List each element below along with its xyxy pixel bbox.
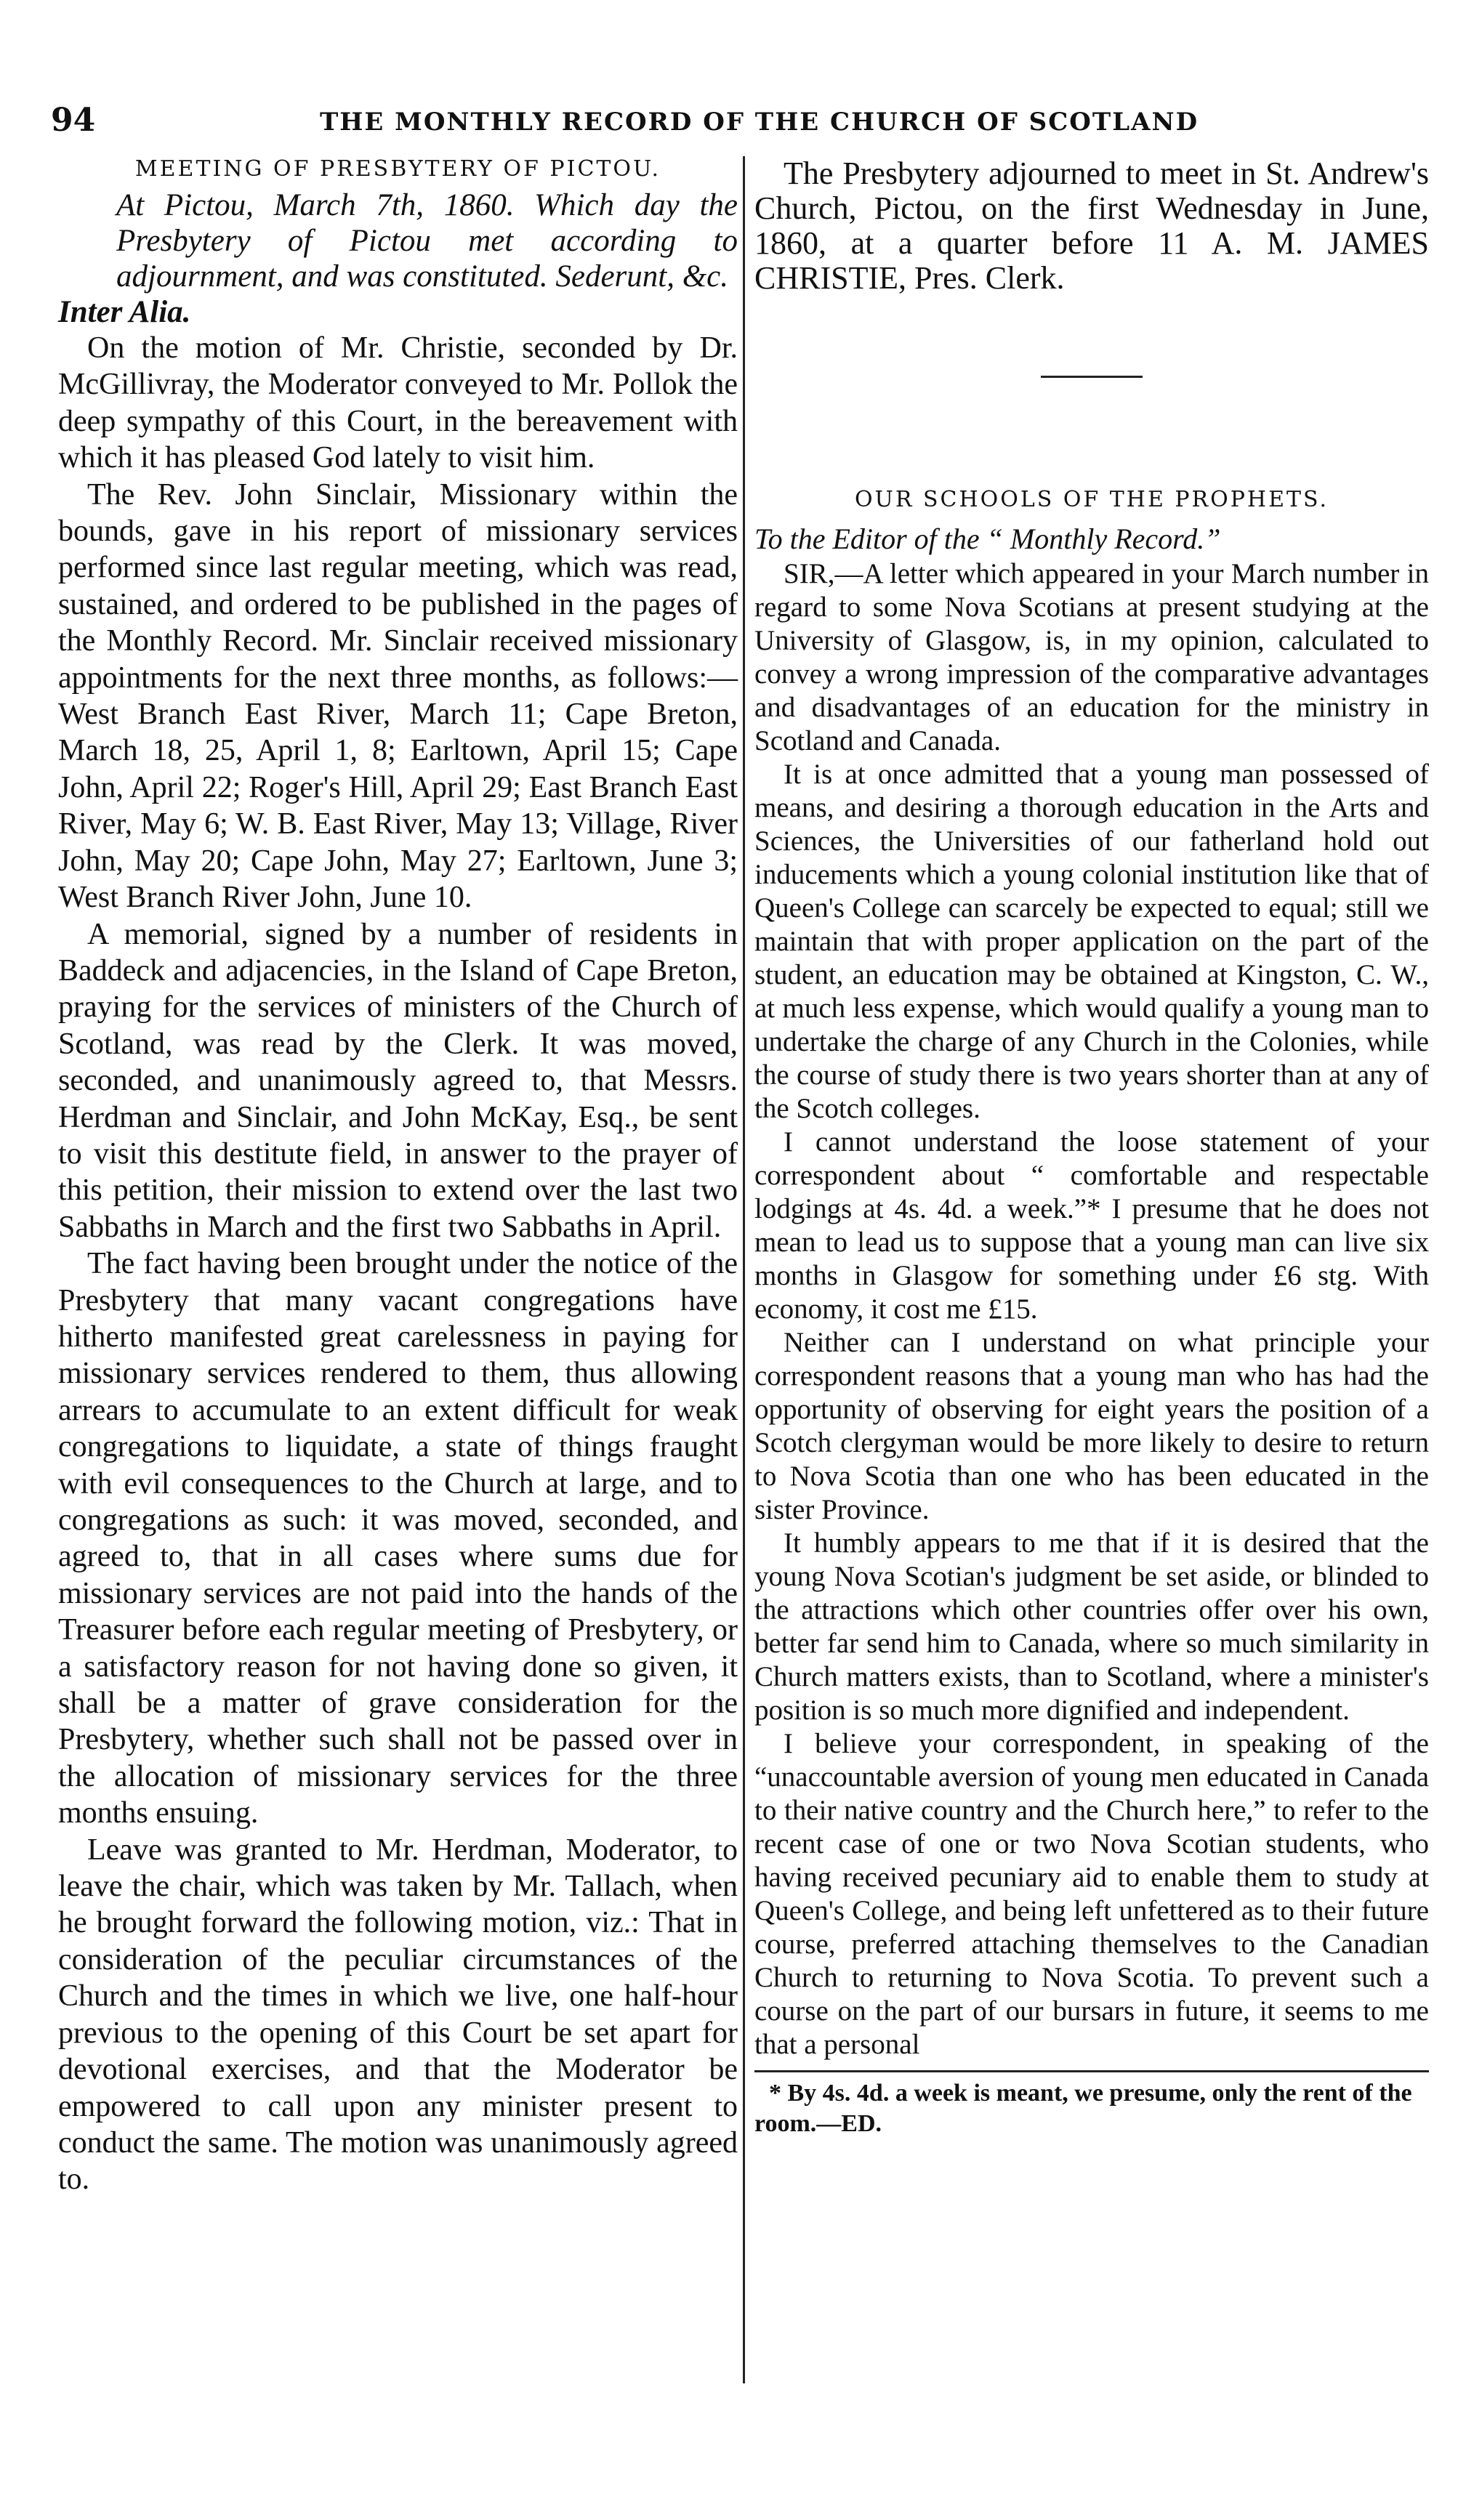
inter-alia: Inter Alia.: [58, 295, 191, 329]
right-column: [754, 156, 1429, 2139]
letter-heading: OUR SCHOOLS OF THE PROPHETS.: [854, 487, 1329, 512]
paragraph: It is at once admitted that a young man possessed of means, and desiring a thorough education in the Arts and Sciences, the Universities of our fatherland hold out inducements which a young colonial institution like that of Queen's College can scarcely be expected to equal; still we maintain that with proper application on the part of the student, an education may be obtained at Kingston, C. W., at much less expense, which would qualify a young man to undertake the charge of any Church in the Colonies, while the course of study there is two years shorter than at any of the Scotch colleges.: [754, 759, 1429, 1124]
section-divider: [1041, 376, 1143, 378]
footnote: * By 4s. 4d. a week is meant, we presume, only the rent of the room.—ED.: [754, 2080, 1412, 2137]
paragraph: Neither can I understand on what principle your correspondent reasons that a young man who has had the opportunity of observing for eight years the position of a Scotch clergyman would be more likely to desire to return to Nova Scotia than one who has been educated in the sister Province.: [754, 1327, 1429, 1525]
paragraph: I cannot understand the loose statement of your correspondent about “ comfortable and respectable lodgings at 4s. 4d. a week.”* I presume that he does not mean to lead us to suppose that a young man can live six months in Glasgow for something under £6 stg. With economy, it cost me £15.: [754, 1126, 1429, 1325]
running-head: [51, 102, 1432, 145]
paragraph: The Rev. John Sinclair, Missionary within the bounds, gave in his report of missionary services performed since last regular meeting, which was read, sustained, and ordered to be published in the pages of the Monthly Record. Mr. Sinclair received missionary appointments for the next three months, as follows:—West Branch East River, March 11; Cape Breton, March 18, 25, April 1, 8; Earltown, April 15; Cape John, April 22; Roger's Hill, April 29; East Branch East River, May 6; W. B. East River, May 13; Village, River John, May 20; Cape John, May 27; Earltown, June 3; West Branch River John, June 10.: [58, 477, 738, 915]
minute-line: At Pictou, March 7th, 1860. Which day the Presbytery of Pictou met according to adjournment, and was constituted. Sederunt, &c.: [116, 188, 738, 294]
paragraph: A memorial, signed by a number of residents in Baddeck and adjacencies, in the Island of Cape Breton, praying for the services of ministers of the Church of Scotland, was read by the Clerk. It was moved, seconded, and unanimously agreed to, that Messrs. Herdman and Sinclair, and John McKay, Esq., be sent to visit this destitute field, in answer to the prayer of this petition, their mission to extend over the last two Sabbaths in March and the first two Sabbaths in April.: [58, 917, 738, 1244]
section-heading: MEETING OF PRESBYTERY OF PICTOU.: [134, 156, 661, 182]
letter-salutation-line: To the Editor of the “ Monthly Record.”: [754, 522, 1221, 555]
adjournment-notice: The Presbytery adjourned to meet in St. Andrew's Church, Pictou, on the first Wednesday in June, 1860, at a quarter before 11 A. M. JAMES CHRISTIE, Pres. Clerk.: [754, 156, 1429, 296]
paragraph: It humbly appears to me that if it is desired that the young Nova Scotian's judgment be set aside, or blinded to the attractions which other countries offer over his own, better far send him to Canada, where so much similarity in Church matters exists, than to Scotland, where a minister's position is so much more dignified and independent.: [754, 1527, 1429, 1726]
page-number: 94: [51, 102, 96, 139]
paragraph: Leave was granted to Mr. Herdman, Moderator, to leave the chair, which was taken by Mr. Tallach, when he brought forward the following motion, viz.: That in consideration of the peculiar circumstances of the Church and the times in which we live, one half-hour previous to the opening of this Court be set apart for devotional exercises, and that the Moderator be empowered to call upon any minister present to conduct the same. The motion was unanimously agreed to.: [58, 1833, 738, 2197]
paragraph: The fact having been brought under the notice of the Presbytery that many vacant congregations have hitherto manifested great carelessness in paying for missionary services rendered to them, thus allowing arrears to accumulate to an extent difficult for weak congregations to liquidate, a state of things fraught with evil consequences to the Church at large, and to congregations as such: it was moved, seconded, and agreed to, that in all cases where sums due for missionary services are not paid into the hands of the Treasurer before each regular meeting of Presbytery, or a satisfactory reason for not having done so given, it shall be a matter of grave consideration for the Presbytery, whether such shall not be passed over in the allocation of missionary services for the three months ensuing.: [58, 1247, 738, 1830]
paragraph: On the motion of Mr. Christie, seconded by Dr. McGillivray, the Moderator conveyed to Mr. Pollok the deep sympathy of this Court, in the bereavement with which it has pleased God lately to visit him.: [58, 331, 738, 475]
paragraph: I believe your correspondent, in speaking of the “unaccountable aversion of young men educated in Canada to their native country and the Church here,” to refer to the recent case of one or two Nova Scotian students, who having received pecuniary aid to enable them to study at Queen's College, and being left unfettered as to their future course, preferred attaching themselves to the Canadian Church to returning to Nova Scotia. To prevent such a course on the part of our bursars in future, it seems to me that a personal: [754, 1728, 1429, 2060]
footnote-rule: [754, 2070, 1429, 2072]
journal-title: THE MONTHLY RECORD OF THE CHURCH OF SCOTLAND: [320, 108, 1199, 137]
column-rule: [743, 156, 745, 2383]
left-column: [58, 156, 738, 2198]
paragraph: SIR,—A letter which appeared in your March number in regard to some Nova Scotians at present studying at the University of Glasgow, is, in my opinion, calculated to convey a wrong impression of the comparative advantages and disadvantages of an education for the ministry in Scotland and Canada.: [754, 558, 1429, 756]
